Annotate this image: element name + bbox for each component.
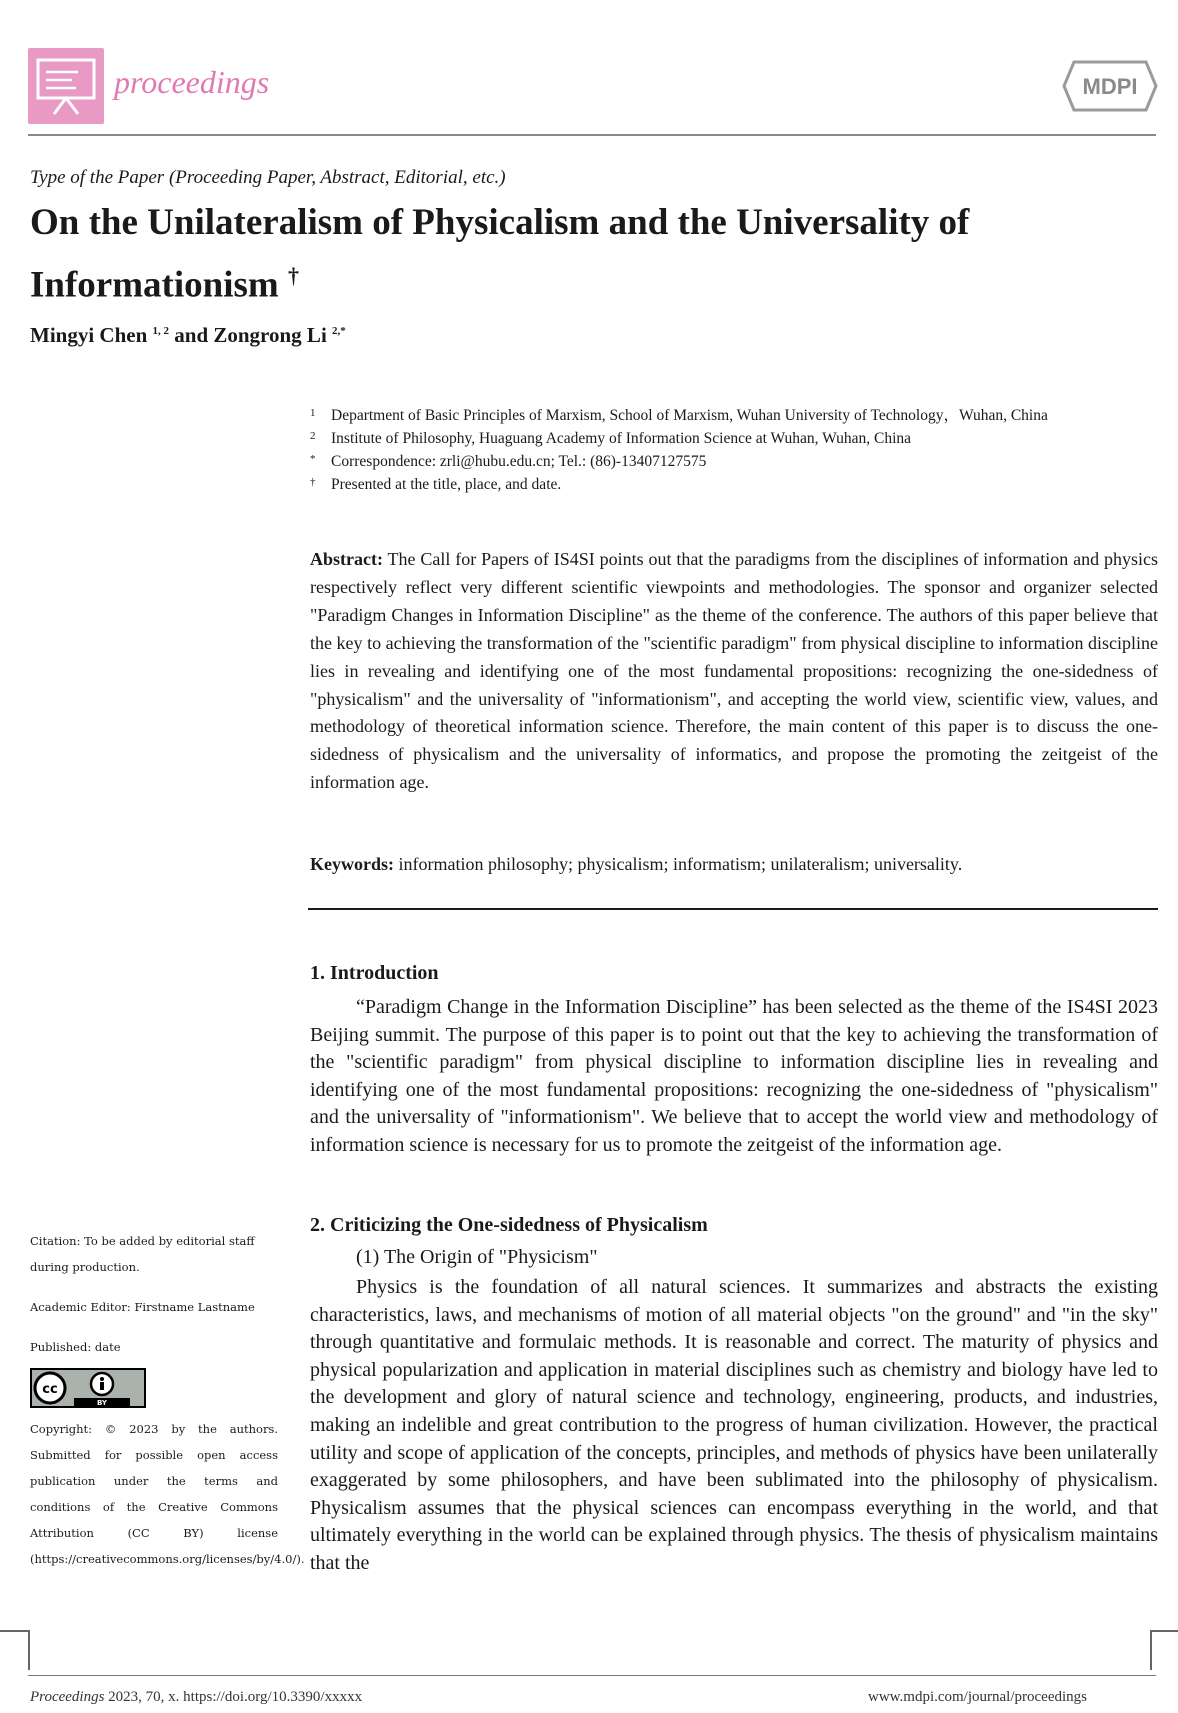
publisher-name: MDPI — [1082, 74, 1138, 99]
affiliation-text: Department of Basic Principles of Marxism, School of Marxism, Wuhan University of Technology，Wuhan, China — [331, 407, 1048, 424]
author-affiliation-mark: 1, 2 — [152, 325, 170, 337]
paper-type: Type of the Paper (Proceeding Paper, Abstract, Editorial, etc.) — [30, 167, 506, 188]
affiliation-item — [310, 450, 1162, 473]
affiliation-mark: † — [310, 476, 316, 488]
crop-mark-left — [0, 1630, 28, 1632]
section-heading: 1. Introduction — [310, 962, 439, 984]
mdpi-logo — [1060, 56, 1160, 116]
author-name: Mingyi Chen — [30, 323, 148, 347]
journal-url[interactable]: www.mdpi.com/journal/proceedings — [868, 1689, 1087, 1705]
abstract-text: The Call for Papers of IS4SI points out that the paradigms from the disciplines of information and physics respectively reflect very different scientific viewpoints and methodologies. The sponsor and organizer selected "Paradigm Changes in Information Discipline" as the theme of the conference. The authors of this paper believe that the key to achieving the transformation of the "scientific paradigm" from physical discipline to information discipline lies in revealing and identifying one of the most fundamental propositions: recognizing the one-sidedness of "physicalism" and the universality of "informationism", and accepting the world view, scientific view, values, and methodology of theoretical information science. Therefore, the main content of this paper is to discuss the one-sidedness of physicalism and the universality of informatics, and propose the promoting the zeitgeist of the information age. — [310, 549, 1158, 793]
affiliation-text: Institute of Philosophy, Huaguang Academy of Information Science at Wuhan, Wuhan, China — [331, 430, 912, 447]
author-separator: and — [169, 323, 214, 347]
presentation-note: Presented at the title, place, and date. — [331, 476, 562, 493]
footer-citation-text: 2023, 70, x. https://doi.org/10.3390/xxxxx — [108, 1689, 363, 1705]
affiliations — [310, 404, 1162, 496]
affiliation-item — [310, 427, 1162, 450]
copyright-notice: Copyright: © 2023 by the authors. Submitted for possible open access publication under the terms and conditions of the Creative Commons Attribution (CC BY) license (https://creativecommons.org/licenses/by/4.0/). — [30, 1422, 305, 1566]
paper-title — [30, 196, 1140, 311]
affiliation-mark: 2 — [310, 430, 316, 442]
author-list — [30, 323, 346, 348]
keywords-label: Keywords: — [310, 854, 394, 874]
correspondence-text: Correspondence: zrli@hubu.edu.cn; Tel.: (86)-13407127575 — [331, 453, 707, 470]
section-paragraph: “Paradigm Change in the Information Discipline” has been selected as the theme of the IS4SI 2023 Beijing summit. The purpose of this paper is to point out that the key to achieving the transformation of the "scientific paradigm" from physical discipline to information discipline lies in revealing and identifying one of the most fundamental propositions: recognizing the one-sidedness of "physicalism" and the universality of "informationism". We believe that to accept the world view and methodology of information science is necessary for us to promote the zeitgeist of the information age. — [310, 996, 1158, 1156]
header-divider — [28, 134, 1156, 136]
affiliation-mark: * — [310, 453, 316, 465]
title-note-mark: † — [287, 263, 299, 288]
crop-mark-right — [1150, 1630, 1178, 1632]
crop-mark-left — [28, 1630, 30, 1670]
cc-by-license-badge[interactable] — [30, 1368, 146, 1408]
svg-text:cc: cc — [42, 1382, 58, 1397]
crop-mark-right — [1150, 1630, 1152, 1670]
section-paragraph: Physics is the foundation of all natural sciences. It summarizes and abstracts the existing characteristics, laws, and mechanisms of motion of all material objects "on the ground" and "in the sky" through quantitative and formulaic methods. It is reasonable and correct. The maturity of physics and physical popularization and application in material disciplines such as chemistry and biology have led to the development and glory of natural science and technology, engineering, products, and industries, making an indelible and great contribution to the progress of human civilization. However, the practical utility and scope of application of the concepts, principles, and methods of physics have been unilaterally exaggerated by some philosophers, and have been sublimated into the philosophy of physicalism. Physicalism assumes that the physical sciences can encompass everything in the world, and that ultimately everything in the world can be explained through physics. The thesis of physicalism maintains that the — [310, 1276, 1158, 1574]
academic-editor: Academic Editor: Firstname Lastname — [30, 1300, 255, 1314]
presentation-board-icon — [28, 48, 104, 124]
affiliation-mark: 1 — [310, 407, 316, 419]
author-affiliation-mark: 2,* — [332, 325, 346, 337]
abstract-label: Abstract: — [310, 549, 383, 569]
footer-divider — [28, 1675, 1156, 1676]
affiliation-item — [310, 473, 1162, 496]
paper-title-text: On the Unilateralism of Physicalism and the Universality of Informationism — [30, 202, 970, 306]
citation-note: Citation: To be added by editorial staff during production. — [30, 1234, 255, 1274]
section-heading: 2. Criticizing the One-sidedness of Physicalism — [310, 1214, 708, 1236]
proceedings-logo — [28, 48, 104, 124]
affiliation-item — [310, 404, 1162, 427]
license-badge-label: BY — [96, 1399, 108, 1407]
author-name: Zongrong Li — [213, 323, 327, 347]
abstract — [310, 546, 1158, 797]
published-date: Published: date — [30, 1340, 121, 1354]
footer-citation — [30, 1689, 362, 1706]
keywords-text: information philosophy; physicalism; informatism; unilateralism; universality. — [398, 854, 963, 874]
journal-name: proceedings — [114, 64, 270, 100]
keywords — [310, 851, 1158, 878]
subsection-heading: (1) The Origin of "Physicism" — [356, 1246, 598, 1268]
abstract-divider — [308, 908, 1158, 910]
footer-journal: Proceedings — [30, 1689, 105, 1705]
